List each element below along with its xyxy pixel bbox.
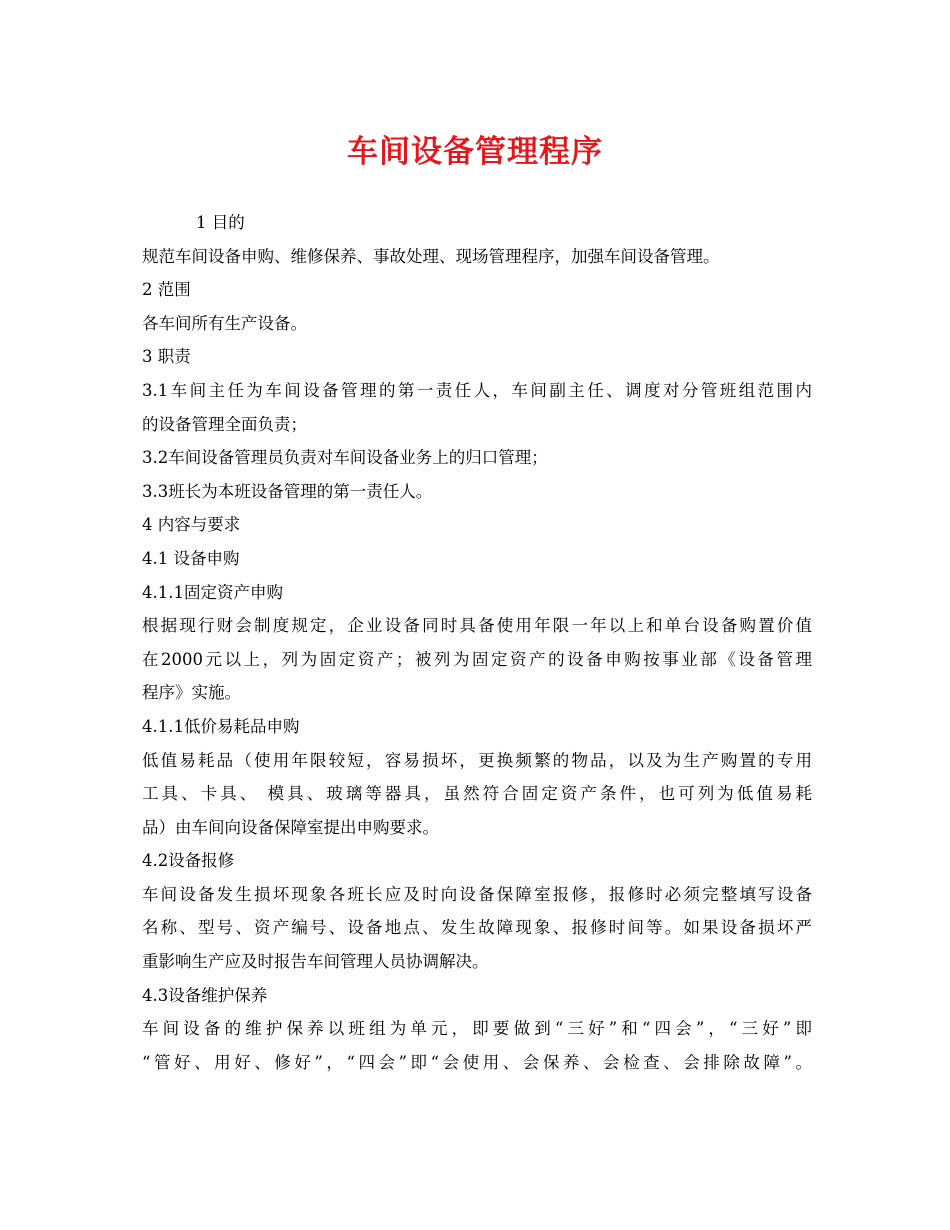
subsection-heading: 4.3设备维护保养 (142, 985, 268, 1005)
section-heading-content: 4 内容与要求 (142, 515, 241, 535)
section-heading-duties: 3 职责 (142, 347, 191, 367)
paragraph-line: “管好、用好、修好”，“四会”即“会使用、会保养、会检查、会排除故障”。 (142, 1052, 812, 1072)
section-heading-scope: 2 范围 (142, 280, 191, 300)
paragraph-line: 低值易耗品（使用年限较短，容易损坏，更换频繁的物品，以及为生产购置的专用 (142, 750, 812, 770)
paragraph-line: 名称、型号、资产编号、设备地点、发生故障现象、报修时间等。如果设备损坏严 (142, 918, 812, 938)
paragraph-line: 工具、卡具、 模具、玻璃等器具，虽然符合固定资产条件，也可列为低值易耗 (142, 784, 812, 804)
paragraph-line: 3.1车间主任为车间设备管理的第一责任人，车间副主任、调度对分管班组范围内 (142, 380, 812, 400)
paragraph-line: 车间设备发生损坏现象各班长应及时向设备保障室报修，报修时必须完整填写设备 (142, 884, 812, 904)
section-heading-purpose: 1 目的 (196, 213, 245, 232)
document-body (142, 206, 812, 1079)
paragraph-line: 车间设备的维护保养以班组为单元，即要做到“三好”和“四会”，“三好”即 (142, 1019, 812, 1039)
paragraph-line: 品）由车间向设备保障室提出申购要求。 (142, 817, 439, 837)
paragraph-line: 在2000元以上，列为固定资产；被列为固定资产的设备申购按事业部《设备管理 (142, 649, 812, 669)
paragraph-line: 程序》实施。 (142, 683, 241, 703)
paragraph-line: 规范车间设备申购、维修保养、事故处理、现场管理程序，加强车间设备管理。 (142, 246, 720, 266)
subsection-heading: 4.1.1低价易耗品申购 (142, 716, 300, 736)
document-title: 车间设备管理程序 (347, 134, 603, 170)
paragraph-line: 的设备管理全面负责； (142, 414, 307, 434)
subsection-heading: 4.1 设备申购 (142, 548, 240, 568)
paragraph-line: 3.3班长为本班设备管理的第一责任人。 (142, 481, 433, 501)
paragraph-line: 重影响生产应及时报告车间管理人员协调解决。 (142, 952, 489, 972)
paragraph-line: 3.2车间设备管理员负责对车间设备业务上的归口管理； (142, 448, 548, 468)
subsection-heading: 4.2设备报修 (142, 851, 235, 871)
paragraph-line: 各车间所有生产设备。 (142, 313, 307, 333)
subsection-heading: 4.1.1固定资产申购 (142, 582, 283, 602)
paragraph-line: 根据现行财会制度规定，企业设备同时具备使用年限一年以上和单台设备购置价值 (142, 616, 812, 636)
